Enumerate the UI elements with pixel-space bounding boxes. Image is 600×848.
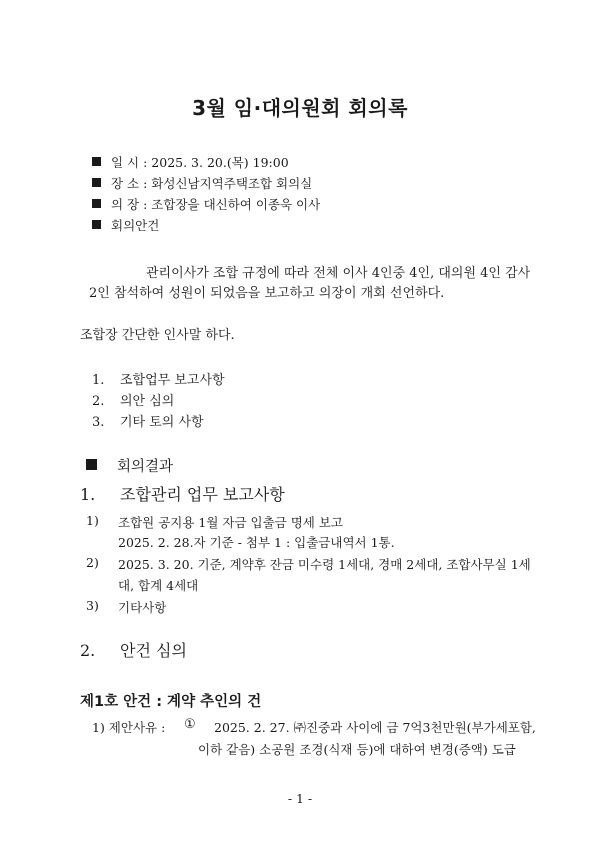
agenda-text: 조합업무 보고사항 xyxy=(120,373,225,388)
proposal-line-1: 2025. 2. 27. ㈜진중과 사이에 금 7억3천만원(부가세포함, xyxy=(214,720,536,735)
info-row-agenda xyxy=(92,216,159,234)
info-row-place: 장 소 : 화성신남지역주택조합 회의실 xyxy=(92,174,312,192)
square-bullet-icon xyxy=(92,199,101,208)
info-row-chair: 의 장 : 조합장을 대신하여 이종욱 이사 xyxy=(92,195,320,213)
report-item-line: 2025. 3. 20. 기준, 계약후 잔금 미수령 1세대, 경매 2세대, 조합사무실 1세 xyxy=(118,557,531,572)
report-item-line: 2025. 2. 28.자 기준 - 첨부 1 : 입출금내역서 1통. xyxy=(118,535,395,550)
agenda-number: 1. xyxy=(92,373,105,388)
report-item-number: 3) xyxy=(86,598,99,613)
report-item-number: 2) xyxy=(86,555,99,570)
agenda-number: 3. xyxy=(92,415,105,430)
agenda-item xyxy=(92,390,174,409)
intro-line-1: 관리이사가 조합 규정에 따라 전체 이사 4인중 4인, 대의원 4인 감사 xyxy=(146,266,531,281)
report-item-number: 1) xyxy=(86,513,99,528)
circled-number-marker: ① xyxy=(184,717,196,732)
proposal-line-2: 이하 같음) 소공원 조경(식재 등)에 대하여 변경(증액) 도급 xyxy=(198,742,516,757)
report-item-line: 조합원 공지용 1월 자금 입출금 명세 보고 xyxy=(118,515,343,530)
results-heading-text: 회의결과 xyxy=(117,459,174,475)
agenda-item xyxy=(92,369,225,388)
agenda-text: 기타 토의 사항 xyxy=(120,415,204,430)
square-bullet-icon xyxy=(92,220,101,229)
info-label: 회의안건 xyxy=(111,218,160,233)
report-item-line: 기타사항 xyxy=(118,600,167,615)
info-row-date: 일 시 : 2025. 3. 20.(목) 19:00 xyxy=(92,153,289,171)
agenda-item-title: 제1호 안건 : 계약 추인의 건 xyxy=(80,694,262,710)
square-bullet-icon xyxy=(92,178,101,187)
agenda-number: 2. xyxy=(92,394,105,409)
info-value: 화성신남지역주택조합 회의실 xyxy=(151,176,313,191)
info-value: 2025. 3. 20.(목) 19:00 xyxy=(151,155,289,170)
report-item-line: 대, 합계 4세대 xyxy=(118,578,199,593)
document-title: 3월 임·대의원회 회의록 xyxy=(192,96,408,120)
section-number: 1. xyxy=(80,485,96,504)
section-1-heading xyxy=(80,482,285,505)
proposal-label: 1) 제안사유 : xyxy=(92,720,166,735)
section-2-heading xyxy=(80,638,187,661)
section-number: 2. xyxy=(80,641,96,660)
results-heading xyxy=(86,455,173,476)
info-label: 일 시 xyxy=(111,155,140,170)
square-bullet-icon xyxy=(86,459,97,470)
page-number: - 1 - xyxy=(287,791,313,806)
square-bullet-icon xyxy=(92,157,101,166)
section-title: 조합관리 업무 보고사항 xyxy=(120,485,285,504)
agenda-text: 의안 심의 xyxy=(120,394,175,409)
intro-line-2: 2인 참석하여 성원이 되었음을 보고하고 의장이 개회 선언하다. xyxy=(89,286,445,301)
greeting-text: 조합장 간단한 인사말 하다. xyxy=(80,328,235,343)
section-title: 안건 심의 xyxy=(120,641,187,660)
info-value: 조합장을 대신하여 이종욱 이사 xyxy=(151,197,321,212)
info-label: 장 소 xyxy=(111,176,140,191)
info-label: 의 장 xyxy=(111,197,140,212)
agenda-item xyxy=(92,411,204,430)
